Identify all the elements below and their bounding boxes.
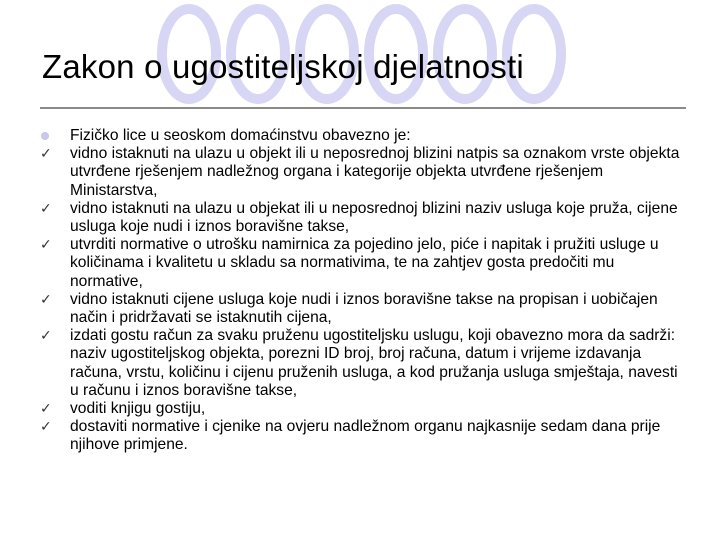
title-divider: [40, 107, 686, 109]
list-item: [40, 236, 688, 291]
slide-content: [40, 127, 688, 455]
checkmark-icon: ✓: [40, 328, 52, 345]
list-item-text: voditi knjigu gostiju,: [70, 400, 206, 418]
list-item: [40, 291, 688, 327]
list-item-text: vidno istaknuti cijene usluga koje nudi i iznos boravišne takse na propisan i uobičajen način i pridržavati se istaknutih cijena,: [70, 290, 658, 327]
list-item: [40, 418, 688, 454]
circle-bullet-icon: [40, 127, 60, 145]
checkmark-icon: ✓: [40, 401, 52, 418]
checkmark-icon: ✓: [40, 419, 52, 436]
list-item: [40, 327, 688, 400]
intro-text: Fizičko lice u seoskom domaćinstvu obavezno je:: [70, 127, 411, 144]
list-item: [40, 145, 688, 200]
list-item-text: utvrditi normative o utrošku namirnica za pojedino jelo, piće i napitak i pružiti usluge u količinama i kvalitetu u skladu sa normativima, te na zahtjev gosta predočiti mu normative,: [70, 236, 659, 290]
list-item-text: dostaviti normative i cjenike na ovjeru nadležnom organu najkasnije sedam dana prije njihove primjene.: [70, 418, 661, 454]
checkmark-icon: ✓: [40, 237, 52, 254]
checkmark-icon: ✓: [40, 200, 52, 217]
list-item-text: vidno istaknuti na ulazu u objekat ili u neposrednoj blizini naziv usluga koje pruža, cijene usluga koje nudi i iznos boravišne takse,: [70, 199, 678, 236]
slide-title: Zakon o ugostiteljskoj djelatnosti: [42, 48, 524, 85]
checkmark-icon: ✓: [40, 146, 52, 163]
checkmark-icon: ✓: [40, 291, 52, 308]
list-item-text: izdati gostu račun za svaku pruženu ugostiteljsku uslugu, koji obavezno mora da sadrži: naziv ugostiteljskog objekta, porezni ID broj, broj računa, datum i vrijeme izdavanja računa, vrstu, količinu i cijenu pruženih usluga, a kod pružanja usluga smještaja, navesti u računu i iznos boravišne takse,: [70, 327, 678, 399]
list-item: [40, 200, 688, 236]
list-item: [40, 400, 688, 418]
intro-item: [40, 127, 688, 145]
list-item-text: vidno istaknuti na ulazu u objekt ili u neposrednoj blizini natpis sa oznakom vrste objekta utvrđene rješenjem nadležnog organa i kategorije objekta utvrđene rješenjem Ministarstva,: [70, 145, 680, 199]
